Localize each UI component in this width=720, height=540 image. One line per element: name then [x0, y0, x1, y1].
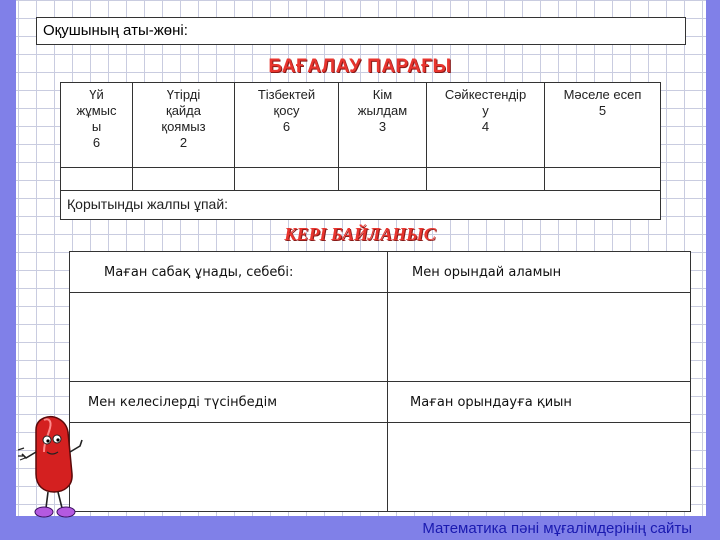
footer-site-link[interactable]: Математика пәні мұғалімдерінің сайты: [422, 520, 692, 537]
grade-total-row: [61, 191, 661, 220]
score-cell[interactable]: [133, 168, 235, 191]
header-line: у: [482, 103, 489, 118]
grade-header-row: [61, 83, 661, 168]
grade-column-header: [427, 83, 545, 168]
score-cell[interactable]: [235, 168, 339, 191]
feedback-label-row: [70, 252, 691, 293]
header-line: Кім: [372, 87, 393, 102]
header-line: қосу: [273, 103, 300, 118]
student-name-field[interactable]: [36, 17, 686, 45]
liked-lesson-label: Маған сабақ ұнады, себебі:: [70, 252, 388, 293]
header-line: қоямыз: [161, 119, 206, 134]
header-line: қайда: [166, 103, 201, 118]
grade-column-header: [61, 83, 133, 168]
header-line: Сәйкестендір: [444, 87, 527, 102]
header-line: Үтірді: [166, 87, 201, 102]
header-line: 2: [179, 135, 188, 150]
grade-score-row: [61, 168, 661, 191]
feedback-answer-row: [70, 423, 691, 512]
difficult-answer[interactable]: [388, 423, 691, 512]
red-pencil-mascot-icon: [14, 412, 84, 524]
header-line: жұмыс: [76, 103, 117, 118]
score-cell[interactable]: [545, 168, 661, 191]
score-cell[interactable]: [339, 168, 427, 191]
header-line: ы: [91, 119, 102, 134]
liked-lesson-answer[interactable]: [70, 293, 388, 382]
grade-sheet-title: БАҒАЛАУ ПАРАҒЫ: [268, 56, 452, 77]
feedback-label-row: [70, 382, 691, 423]
feedback-title: КЕРІ БАЙЛАНЫС: [284, 224, 436, 244]
total-score-label: Қорытынды жалпы ұпай:: [67, 196, 229, 212]
score-cell[interactable]: [61, 168, 133, 191]
score-cell[interactable]: [427, 168, 545, 191]
header-line: 6: [92, 135, 101, 150]
grade-column-header: [339, 83, 427, 168]
header-line: 5: [598, 103, 607, 118]
feedback-answer-row: [70, 293, 691, 382]
not-understood-label: Мен келесілерді түсінбедім: [70, 382, 388, 423]
not-understood-answer[interactable]: [70, 423, 388, 512]
header-line: 4: [481, 119, 490, 134]
header-line: Тізбектей: [257, 87, 316, 102]
header-line: 3: [378, 119, 387, 134]
grade-column-header: [235, 83, 339, 168]
header-line: Мәселе есеп: [563, 87, 642, 102]
header-line: Үй: [89, 87, 104, 102]
can-do-label: Мен орындай аламын: [388, 252, 691, 293]
grade-table: [60, 82, 661, 220]
can-do-answer[interactable]: [388, 293, 691, 382]
feedback-table: [69, 251, 691, 512]
grade-column-header: [545, 83, 661, 168]
grade-column-header: [133, 83, 235, 168]
frame-right-border: [706, 0, 720, 540]
difficult-label: Маған орындауға қиын: [388, 382, 691, 423]
total-score-cell[interactable]: [61, 191, 661, 220]
header-line: жылдам: [357, 103, 408, 118]
header-line: 6: [282, 119, 291, 134]
student-name-label: Оқушының аты-жөні:: [43, 22, 188, 39]
